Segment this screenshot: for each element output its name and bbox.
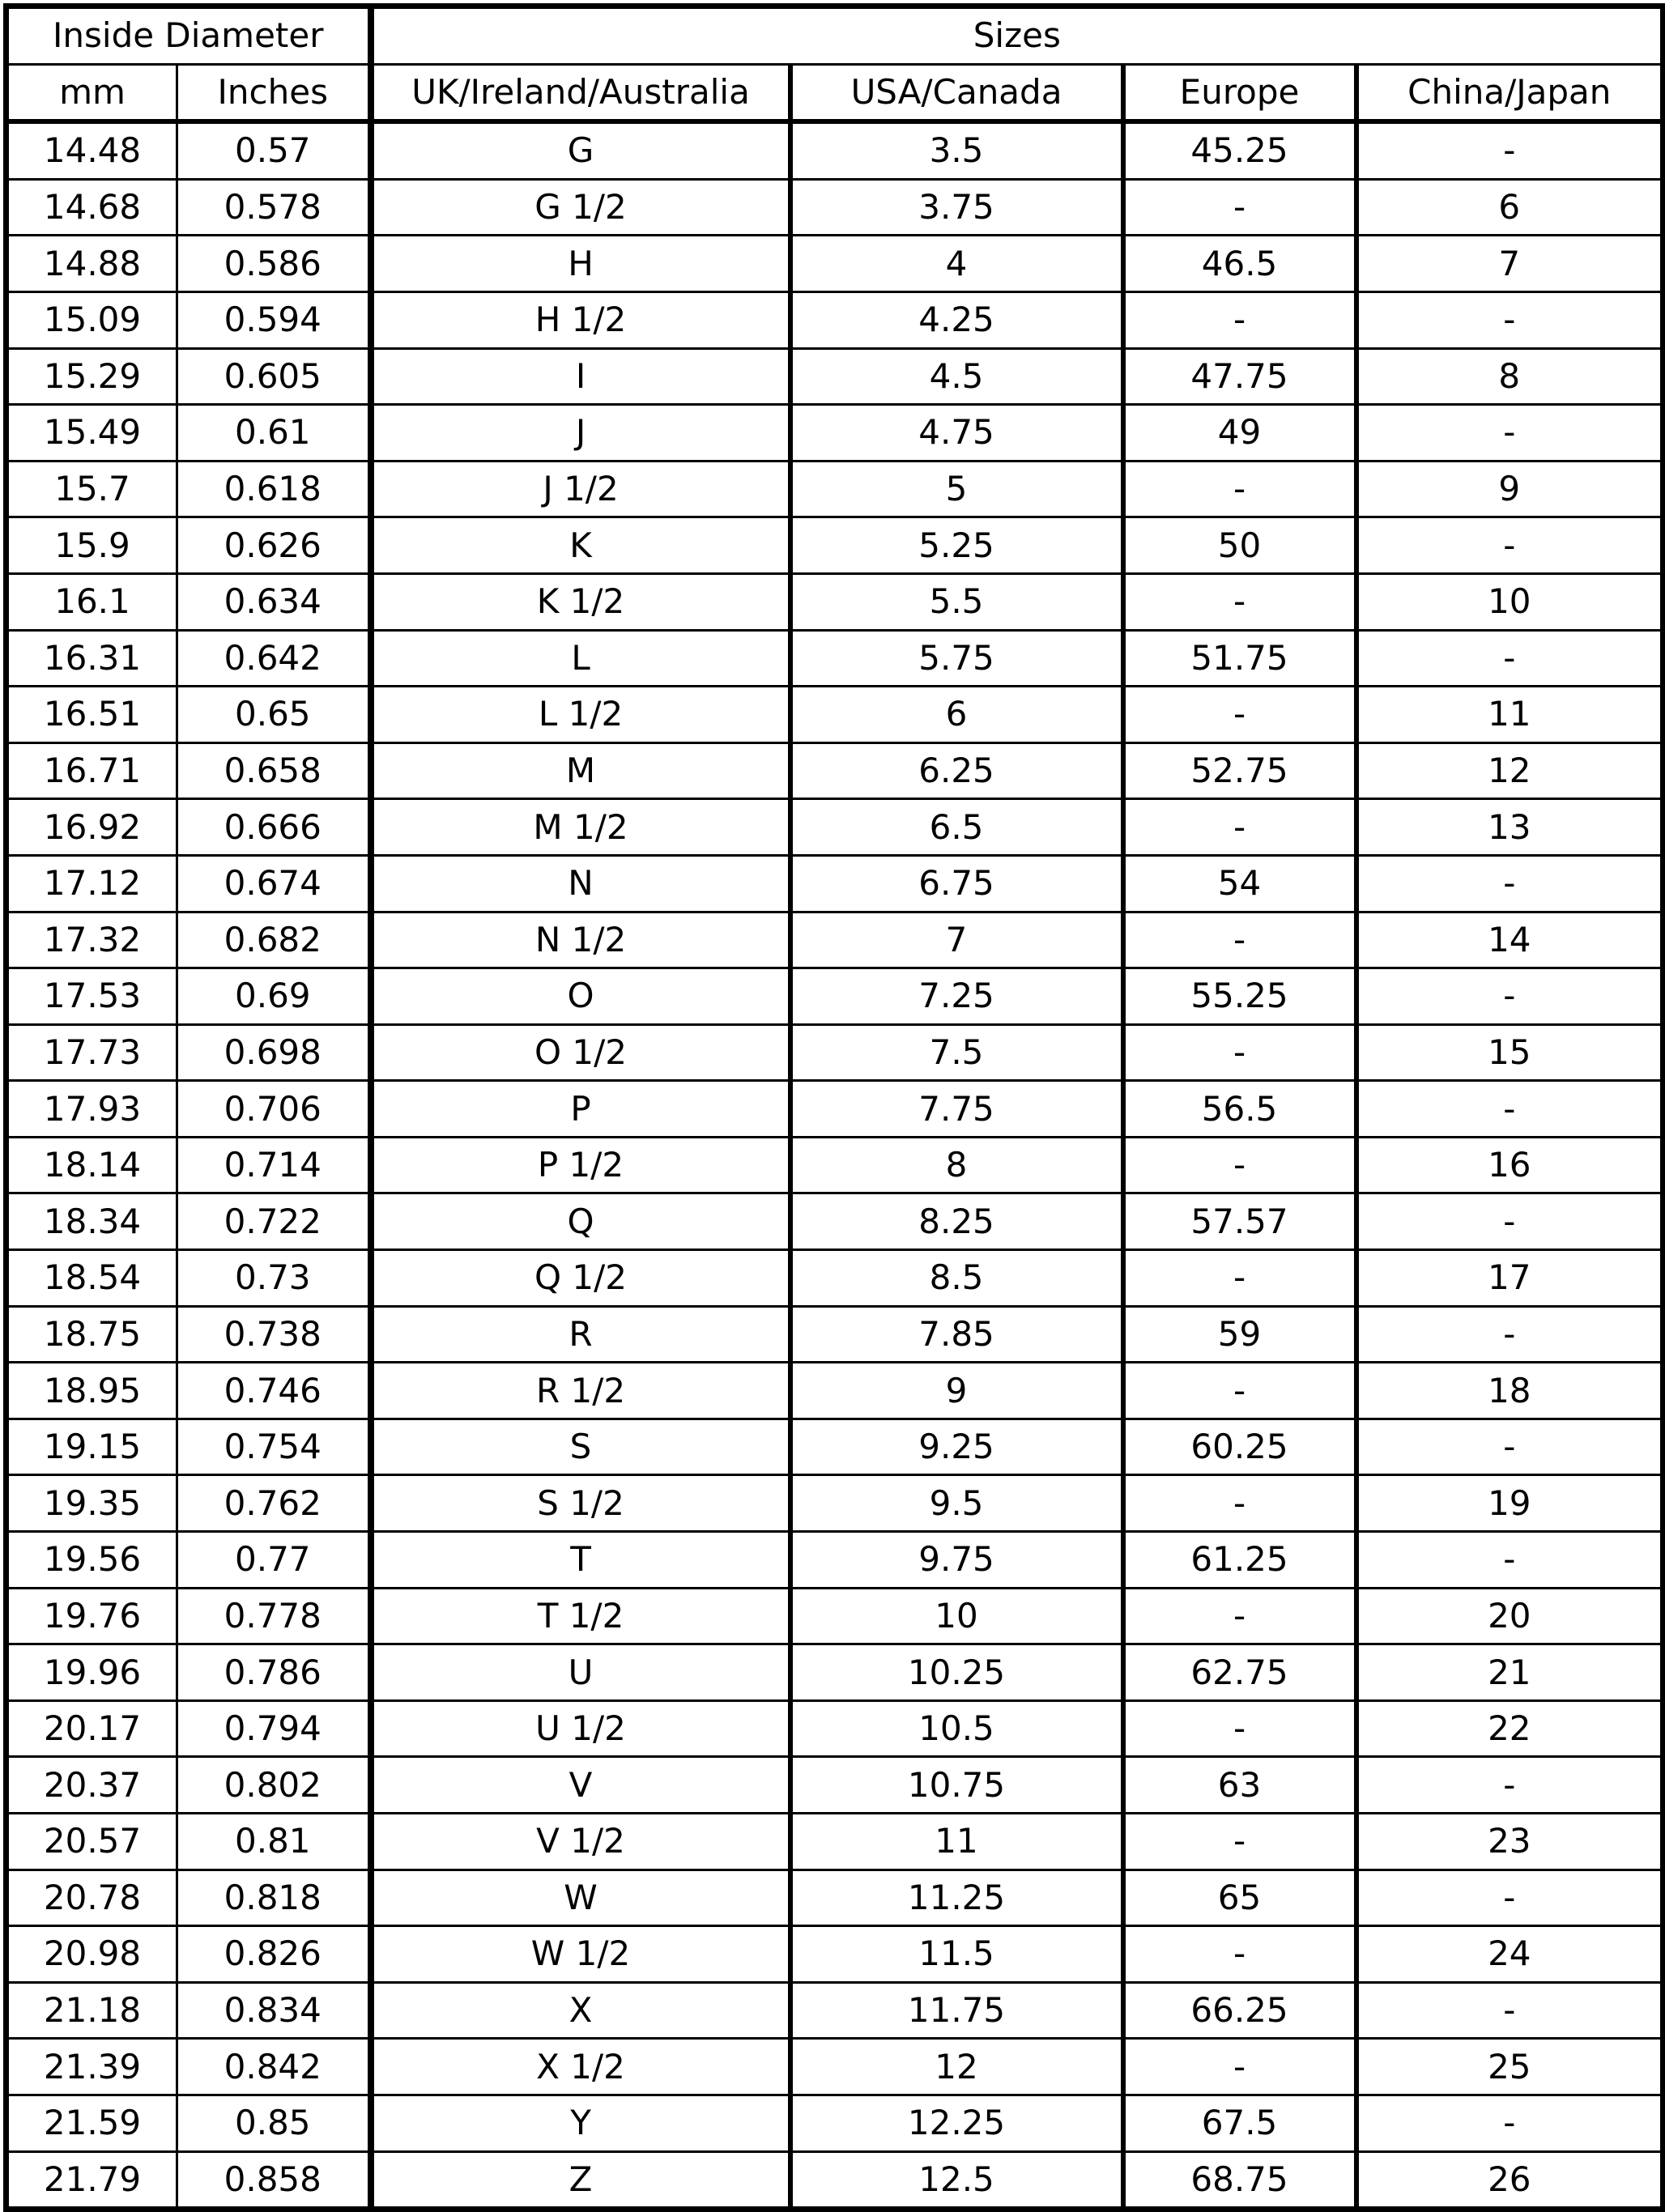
cell-europe-size: - xyxy=(1123,1700,1356,1757)
cell-china-japan-size: 24 xyxy=(1356,1926,1663,1983)
cell-uk-size: N xyxy=(371,855,790,912)
cell-europe-size: 62.75 xyxy=(1123,1644,1356,1701)
cell-inches: 0.578 xyxy=(177,179,371,236)
cell-uk-size: P 1/2 xyxy=(371,1137,790,1193)
table-row xyxy=(6,1081,1663,1138)
column-header-uk-ireland-australia: UK/Ireland/Australia xyxy=(371,64,790,121)
cell-uk-size: X xyxy=(371,1982,790,2039)
cell-uk-size: M 1/2 xyxy=(371,799,790,856)
column-header-row xyxy=(6,64,1663,121)
cell-inches: 0.738 xyxy=(177,1306,371,1363)
cell-usa-size: 4.5 xyxy=(790,348,1123,405)
cell-usa-size: 8.25 xyxy=(790,1193,1123,1250)
cell-china-japan-size: - xyxy=(1356,1982,1663,2039)
cell-usa-size: 6.5 xyxy=(790,799,1123,856)
cell-china-japan-size: 20 xyxy=(1356,1588,1663,1644)
cell-europe-size: 66.25 xyxy=(1123,1982,1356,2039)
table-row xyxy=(6,2095,1663,2151)
cell-usa-size: 11 xyxy=(790,1814,1123,1870)
cell-china-japan-size: - xyxy=(1356,1193,1663,1250)
cell-europe-size: 50 xyxy=(1123,517,1356,574)
cell-mm: 19.96 xyxy=(6,1644,177,1701)
cell-europe-size: 52.75 xyxy=(1123,742,1356,799)
cell-inches: 0.618 xyxy=(177,461,371,517)
table-row xyxy=(6,687,1663,743)
cell-uk-size: K 1/2 xyxy=(371,573,790,630)
cell-uk-size: G xyxy=(371,121,790,179)
cell-europe-size: 47.75 xyxy=(1123,348,1356,405)
table-row xyxy=(6,517,1663,574)
cell-usa-size: 11.5 xyxy=(790,1926,1123,1983)
cell-uk-size: T xyxy=(371,1532,790,1589)
cell-europe-size: 68.75 xyxy=(1123,2151,1356,2210)
cell-usa-size: 4 xyxy=(790,236,1123,292)
cell-usa-size: 7 xyxy=(790,912,1123,968)
cell-mm: 15.29 xyxy=(6,348,177,405)
cell-mm: 18.34 xyxy=(6,1193,177,1250)
cell-mm: 19.15 xyxy=(6,1419,177,1475)
cell-usa-size: 3.75 xyxy=(790,179,1123,236)
group-header-row xyxy=(6,6,1663,65)
cell-inches: 0.658 xyxy=(177,742,371,799)
cell-inches: 0.666 xyxy=(177,799,371,856)
cell-china-japan-size: 14 xyxy=(1356,912,1663,968)
cell-uk-size: Y xyxy=(371,2095,790,2151)
cell-inches: 0.634 xyxy=(177,573,371,630)
cell-usa-size: 7.75 xyxy=(790,1081,1123,1138)
cell-usa-size: 7.85 xyxy=(790,1306,1123,1363)
cell-uk-size: O 1/2 xyxy=(371,1024,790,1081)
cell-europe-size: - xyxy=(1123,687,1356,743)
sizes-header: Sizes xyxy=(371,6,1663,65)
cell-uk-size: Q 1/2 xyxy=(371,1250,790,1307)
cell-europe-size: 63 xyxy=(1123,1757,1356,1814)
table-row xyxy=(6,348,1663,405)
cell-uk-size: Z xyxy=(371,2151,790,2210)
table-row xyxy=(6,1757,1663,1814)
cell-inches: 0.706 xyxy=(177,1081,371,1138)
cell-china-japan-size: 25 xyxy=(1356,2039,1663,2095)
cell-inches: 0.605 xyxy=(177,348,371,405)
cell-inches: 0.698 xyxy=(177,1024,371,1081)
cell-uk-size: V xyxy=(371,1757,790,1814)
table-row xyxy=(6,1814,1663,1870)
cell-inches: 0.754 xyxy=(177,1419,371,1475)
cell-mm: 19.56 xyxy=(6,1532,177,1589)
table-row xyxy=(6,1532,1663,1589)
cell-mm: 16.51 xyxy=(6,687,177,743)
cell-usa-size: 9.25 xyxy=(790,1419,1123,1475)
inside-diameter-header: Inside Diameter xyxy=(6,6,371,65)
cell-europe-size: 65 xyxy=(1123,1870,1356,1926)
cell-europe-size: 45.25 xyxy=(1123,121,1356,179)
cell-usa-size: 3.5 xyxy=(790,121,1123,179)
cell-europe-size: 56.5 xyxy=(1123,1081,1356,1138)
cell-usa-size: 9.5 xyxy=(790,1475,1123,1532)
cell-mm: 15.49 xyxy=(6,405,177,462)
table-row xyxy=(6,1193,1663,1250)
cell-china-japan-size: 10 xyxy=(1356,573,1663,630)
cell-usa-size: 10 xyxy=(790,1588,1123,1644)
cell-inches: 0.714 xyxy=(177,1137,371,1193)
cell-china-japan-size: - xyxy=(1356,1081,1663,1138)
column-header-inches: Inches xyxy=(177,64,371,121)
cell-europe-size: - xyxy=(1123,573,1356,630)
cell-mm: 21.79 xyxy=(6,2151,177,2210)
cell-china-japan-size: 6 xyxy=(1356,179,1663,236)
cell-inches: 0.858 xyxy=(177,2151,371,2210)
cell-usa-size: 5.5 xyxy=(790,573,1123,630)
cell-china-japan-size: - xyxy=(1356,855,1663,912)
cell-europe-size: - xyxy=(1123,1475,1356,1532)
table-row xyxy=(6,855,1663,912)
cell-china-japan-size: 7 xyxy=(1356,236,1663,292)
cell-china-japan-size: - xyxy=(1356,630,1663,687)
cell-europe-size: 60.25 xyxy=(1123,1419,1356,1475)
table-row xyxy=(6,121,1663,179)
cell-uk-size: I xyxy=(371,348,790,405)
cell-mm: 20.37 xyxy=(6,1757,177,1814)
cell-inches: 0.842 xyxy=(177,2039,371,2095)
table-row xyxy=(6,1588,1663,1644)
cell-usa-size: 7.25 xyxy=(790,968,1123,1025)
cell-mm: 14.48 xyxy=(6,121,177,179)
table-row xyxy=(6,1250,1663,1307)
cell-europe-size: - xyxy=(1123,1137,1356,1193)
cell-inches: 0.818 xyxy=(177,1870,371,1926)
cell-europe-size: 55.25 xyxy=(1123,968,1356,1025)
cell-inches: 0.594 xyxy=(177,291,371,348)
cell-inches: 0.826 xyxy=(177,1926,371,1983)
cell-mm: 19.76 xyxy=(6,1588,177,1644)
table-row xyxy=(6,291,1663,348)
cell-mm: 14.68 xyxy=(6,179,177,236)
cell-mm: 18.75 xyxy=(6,1306,177,1363)
cell-china-japan-size: 19 xyxy=(1356,1475,1663,1532)
cell-inches: 0.762 xyxy=(177,1475,371,1532)
cell-mm: 19.35 xyxy=(6,1475,177,1532)
ring-size-table-frame xyxy=(3,3,1660,2199)
cell-europe-size: - xyxy=(1123,1024,1356,1081)
cell-uk-size: R xyxy=(371,1306,790,1363)
cell-uk-size: K xyxy=(371,517,790,574)
cell-mm: 21.18 xyxy=(6,1982,177,2039)
cell-uk-size: J xyxy=(371,405,790,462)
cell-europe-size: - xyxy=(1123,1363,1356,1419)
cell-usa-size: 11.75 xyxy=(790,1982,1123,2039)
table-row xyxy=(6,968,1663,1025)
cell-mm: 20.17 xyxy=(6,1700,177,1757)
cell-uk-size: N 1/2 xyxy=(371,912,790,968)
cell-usa-size: 4.75 xyxy=(790,405,1123,462)
cell-china-japan-size: - xyxy=(1356,121,1663,179)
table-row xyxy=(6,236,1663,292)
cell-europe-size: - xyxy=(1123,1250,1356,1307)
cell-mm: 20.57 xyxy=(6,1814,177,1870)
table-row xyxy=(6,912,1663,968)
cell-uk-size: S 1/2 xyxy=(371,1475,790,1532)
cell-china-japan-size: 22 xyxy=(1356,1700,1663,1757)
cell-china-japan-size: 23 xyxy=(1356,1814,1663,1870)
cell-mm: 17.73 xyxy=(6,1024,177,1081)
cell-usa-size: 6.75 xyxy=(790,855,1123,912)
table-row xyxy=(6,405,1663,462)
cell-inches: 0.722 xyxy=(177,1193,371,1250)
cell-uk-size: H 1/2 xyxy=(371,291,790,348)
cell-uk-size: X 1/2 xyxy=(371,2039,790,2095)
table-row xyxy=(6,1306,1663,1363)
ring-size-table xyxy=(3,3,1665,2212)
cell-usa-size: 11.25 xyxy=(790,1870,1123,1926)
cell-mm: 17.32 xyxy=(6,912,177,968)
cell-china-japan-size: 9 xyxy=(1356,461,1663,517)
cell-mm: 16.31 xyxy=(6,630,177,687)
column-header-europe: Europe xyxy=(1123,64,1356,121)
cell-usa-size: 6 xyxy=(790,687,1123,743)
table-row xyxy=(6,461,1663,517)
table-row xyxy=(6,799,1663,856)
table-row xyxy=(6,1024,1663,1081)
cell-china-japan-size: 11 xyxy=(1356,687,1663,743)
table-row xyxy=(6,630,1663,687)
cell-china-japan-size: - xyxy=(1356,517,1663,574)
table-row xyxy=(6,1700,1663,1757)
cell-usa-size: 12.5 xyxy=(790,2151,1123,2210)
cell-china-japan-size: 15 xyxy=(1356,1024,1663,1081)
table-row xyxy=(6,742,1663,799)
cell-uk-size: L xyxy=(371,630,790,687)
cell-uk-size: L 1/2 xyxy=(371,687,790,743)
cell-europe-size: 59 xyxy=(1123,1306,1356,1363)
cell-uk-size: Q xyxy=(371,1193,790,1250)
cell-china-japan-size: - xyxy=(1356,1419,1663,1475)
cell-uk-size: H xyxy=(371,236,790,292)
cell-mm: 20.98 xyxy=(6,1926,177,1983)
cell-china-japan-size: 21 xyxy=(1356,1644,1663,1701)
cell-usa-size: 8.5 xyxy=(790,1250,1123,1307)
cell-inches: 0.81 xyxy=(177,1814,371,1870)
table-body xyxy=(6,121,1663,2209)
cell-mm: 18.95 xyxy=(6,1363,177,1419)
table-row xyxy=(6,1926,1663,1983)
table-row xyxy=(6,1475,1663,1532)
cell-inches: 0.642 xyxy=(177,630,371,687)
cell-usa-size: 12.25 xyxy=(790,2095,1123,2151)
cell-inches: 0.77 xyxy=(177,1532,371,1589)
cell-usa-size: 10.25 xyxy=(790,1644,1123,1701)
cell-uk-size: T 1/2 xyxy=(371,1588,790,1644)
cell-inches: 0.786 xyxy=(177,1644,371,1701)
cell-europe-size: 51.75 xyxy=(1123,630,1356,687)
cell-china-japan-size: 12 xyxy=(1356,742,1663,799)
cell-inches: 0.682 xyxy=(177,912,371,968)
cell-usa-size: 10.75 xyxy=(790,1757,1123,1814)
cell-mm: 18.54 xyxy=(6,1250,177,1307)
cell-inches: 0.65 xyxy=(177,687,371,743)
cell-europe-size: - xyxy=(1123,1926,1356,1983)
cell-inches: 0.57 xyxy=(177,121,371,179)
cell-mm: 16.92 xyxy=(6,799,177,856)
cell-uk-size: P xyxy=(371,1081,790,1138)
cell-uk-size: O xyxy=(371,968,790,1025)
table-row xyxy=(6,1363,1663,1419)
cell-uk-size: S xyxy=(371,1419,790,1475)
cell-china-japan-size: 17 xyxy=(1356,1250,1663,1307)
cell-mm: 16.71 xyxy=(6,742,177,799)
cell-china-japan-size: - xyxy=(1356,1532,1663,1589)
cell-mm: 18.14 xyxy=(6,1137,177,1193)
cell-europe-size: - xyxy=(1123,799,1356,856)
cell-uk-size: W 1/2 xyxy=(371,1926,790,1983)
cell-inches: 0.778 xyxy=(177,1588,371,1644)
cell-usa-size: 8 xyxy=(790,1137,1123,1193)
table-row xyxy=(6,1137,1663,1193)
cell-china-japan-size: 18 xyxy=(1356,1363,1663,1419)
cell-china-japan-size: - xyxy=(1356,1870,1663,1926)
column-header-china-japan: China/Japan xyxy=(1356,64,1663,121)
cell-mm: 16.1 xyxy=(6,573,177,630)
cell-uk-size: R 1/2 xyxy=(371,1363,790,1419)
cell-europe-size: - xyxy=(1123,1814,1356,1870)
cell-usa-size: 6.25 xyxy=(790,742,1123,799)
table-row xyxy=(6,1644,1663,1701)
cell-mm: 15.9 xyxy=(6,517,177,574)
cell-mm: 20.78 xyxy=(6,1870,177,1926)
table-row xyxy=(6,2151,1663,2210)
cell-usa-size: 4.25 xyxy=(790,291,1123,348)
cell-europe-size: - xyxy=(1123,1588,1356,1644)
cell-uk-size: J 1/2 xyxy=(371,461,790,517)
cell-uk-size: W xyxy=(371,1870,790,1926)
cell-inches: 0.674 xyxy=(177,855,371,912)
cell-mm: 17.93 xyxy=(6,1081,177,1138)
cell-china-japan-size: 8 xyxy=(1356,348,1663,405)
cell-china-japan-size: - xyxy=(1356,405,1663,462)
table-row xyxy=(6,573,1663,630)
cell-inches: 0.626 xyxy=(177,517,371,574)
cell-china-japan-size: - xyxy=(1356,968,1663,1025)
cell-inches: 0.69 xyxy=(177,968,371,1025)
column-header-mm: mm xyxy=(6,64,177,121)
table-row xyxy=(6,1419,1663,1475)
cell-usa-size: 10.5 xyxy=(790,1700,1123,1757)
cell-mm: 17.12 xyxy=(6,855,177,912)
cell-usa-size: 12 xyxy=(790,2039,1123,2095)
cell-inches: 0.73 xyxy=(177,1250,371,1307)
cell-usa-size: 7.5 xyxy=(790,1024,1123,1081)
cell-inches: 0.746 xyxy=(177,1363,371,1419)
cell-inches: 0.586 xyxy=(177,236,371,292)
cell-china-japan-size: 26 xyxy=(1356,2151,1663,2210)
cell-usa-size: 5 xyxy=(790,461,1123,517)
cell-europe-size: 67.5 xyxy=(1123,2095,1356,2151)
cell-europe-size: - xyxy=(1123,179,1356,236)
cell-mm: 15.09 xyxy=(6,291,177,348)
cell-uk-size: G 1/2 xyxy=(371,179,790,236)
cell-usa-size: 9 xyxy=(790,1363,1123,1419)
cell-china-japan-size: - xyxy=(1356,291,1663,348)
cell-china-japan-size: - xyxy=(1356,2095,1663,2151)
cell-usa-size: 5.75 xyxy=(790,630,1123,687)
cell-mm: 17.53 xyxy=(6,968,177,1025)
table-row xyxy=(6,2039,1663,2095)
cell-uk-size: M xyxy=(371,742,790,799)
cell-inches: 0.794 xyxy=(177,1700,371,1757)
cell-europe-size: 46.5 xyxy=(1123,236,1356,292)
cell-europe-size: - xyxy=(1123,461,1356,517)
table-row xyxy=(6,1870,1663,1926)
cell-uk-size: V 1/2 xyxy=(371,1814,790,1870)
cell-europe-size: 49 xyxy=(1123,405,1356,462)
cell-europe-size: 61.25 xyxy=(1123,1532,1356,1589)
cell-china-japan-size: 13 xyxy=(1356,799,1663,856)
cell-uk-size: U xyxy=(371,1644,790,1701)
cell-europe-size: - xyxy=(1123,2039,1356,2095)
cell-china-japan-size: 16 xyxy=(1356,1137,1663,1193)
cell-china-japan-size: - xyxy=(1356,1306,1663,1363)
cell-europe-size: - xyxy=(1123,912,1356,968)
cell-inches: 0.85 xyxy=(177,2095,371,2151)
column-header-usa-canada: USA/Canada xyxy=(790,64,1123,121)
cell-mm: 14.88 xyxy=(6,236,177,292)
cell-europe-size: 54 xyxy=(1123,855,1356,912)
cell-usa-size: 9.75 xyxy=(790,1532,1123,1589)
cell-mm: 15.7 xyxy=(6,461,177,517)
cell-europe-size: - xyxy=(1123,291,1356,348)
cell-mm: 21.59 xyxy=(6,2095,177,2151)
cell-uk-size: U 1/2 xyxy=(371,1700,790,1757)
cell-inches: 0.834 xyxy=(177,1982,371,2039)
table-row xyxy=(6,1982,1663,2039)
cell-inches: 0.802 xyxy=(177,1757,371,1814)
cell-europe-size: 57.57 xyxy=(1123,1193,1356,1250)
cell-usa-size: 5.25 xyxy=(790,517,1123,574)
cell-mm: 21.39 xyxy=(6,2039,177,2095)
cell-inches: 0.61 xyxy=(177,405,371,462)
cell-china-japan-size: - xyxy=(1356,1757,1663,1814)
table-row xyxy=(6,179,1663,236)
